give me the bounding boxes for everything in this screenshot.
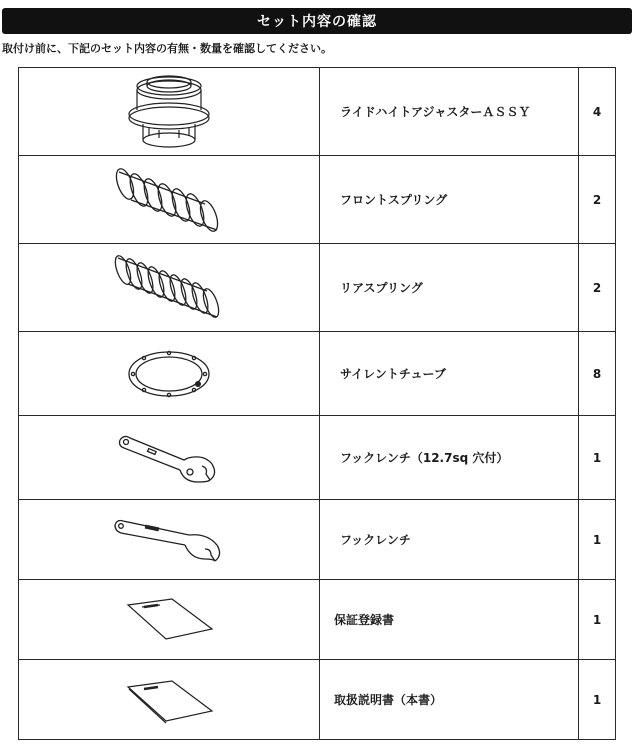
- table-row: [19, 244, 616, 332]
- item-qty: 1: [579, 500, 616, 580]
- item-qty: 1: [579, 580, 616, 660]
- item-name-label: フックレンチ（12.7sq 穴付）: [340, 451, 509, 465]
- item-image-cell: [19, 416, 320, 500]
- manual-booklet-icon: [114, 675, 224, 725]
- item-name: [320, 244, 579, 332]
- table-row: [19, 580, 616, 660]
- item-name-label: ライドハイトアジャスターＡＳＳＹ: [340, 105, 531, 119]
- item-name-label: リアスプリング: [340, 281, 423, 295]
- item-image-cell: [19, 580, 320, 660]
- item-name-label: フロントスプリング: [340, 193, 448, 207]
- parts-table: [18, 67, 616, 740]
- table-row: [19, 416, 616, 500]
- item-name-label: 取扱説明書（本書）: [334, 693, 443, 707]
- table-row: [19, 68, 616, 156]
- item-name: [320, 660, 579, 740]
- instruction-text: 取付け前に、下記のセット内容の有無・数量を確認してください。: [2, 42, 332, 55]
- item-name: [320, 500, 579, 580]
- item-image-cell: [19, 156, 320, 244]
- item-qty: 2: [579, 244, 616, 332]
- item-name: [320, 416, 579, 500]
- table-row: [19, 660, 616, 740]
- item-qty: 2: [579, 156, 616, 244]
- item-name: [320, 156, 579, 244]
- item-image-cell: [19, 68, 320, 156]
- table-row: [19, 156, 616, 244]
- item-qty: 4: [579, 68, 616, 156]
- item-image-cell: [19, 660, 320, 740]
- silent-tube-icon: [124, 344, 214, 404]
- front-spring-icon: [109, 160, 229, 240]
- hook-wrench-with-hole-icon: [114, 428, 224, 488]
- hook-wrench-icon: [109, 515, 229, 565]
- table-row: [19, 332, 616, 416]
- item-name-label: 保証登録書: [334, 613, 395, 627]
- table-row: [19, 500, 616, 580]
- item-image-cell: [19, 244, 320, 332]
- rear-spring-icon: [109, 248, 229, 328]
- ride-height-adjuster-icon: [119, 72, 219, 152]
- item-qty: 1: [579, 416, 616, 500]
- item-name-label: サイレントチューブ: [340, 367, 446, 381]
- item-qty: 1: [579, 660, 616, 740]
- section-title-bar: [2, 8, 632, 34]
- item-name: [320, 68, 579, 156]
- warranty-card-icon: [114, 595, 224, 645]
- item-name: [320, 332, 579, 416]
- item-image-cell: [19, 500, 320, 580]
- item-qty: 8: [579, 332, 616, 416]
- item-image-cell: [19, 332, 320, 416]
- section-title: セット内容の確認: [257, 14, 377, 30]
- item-name-label: フックレンチ: [340, 533, 411, 547]
- item-name: [320, 580, 579, 660]
